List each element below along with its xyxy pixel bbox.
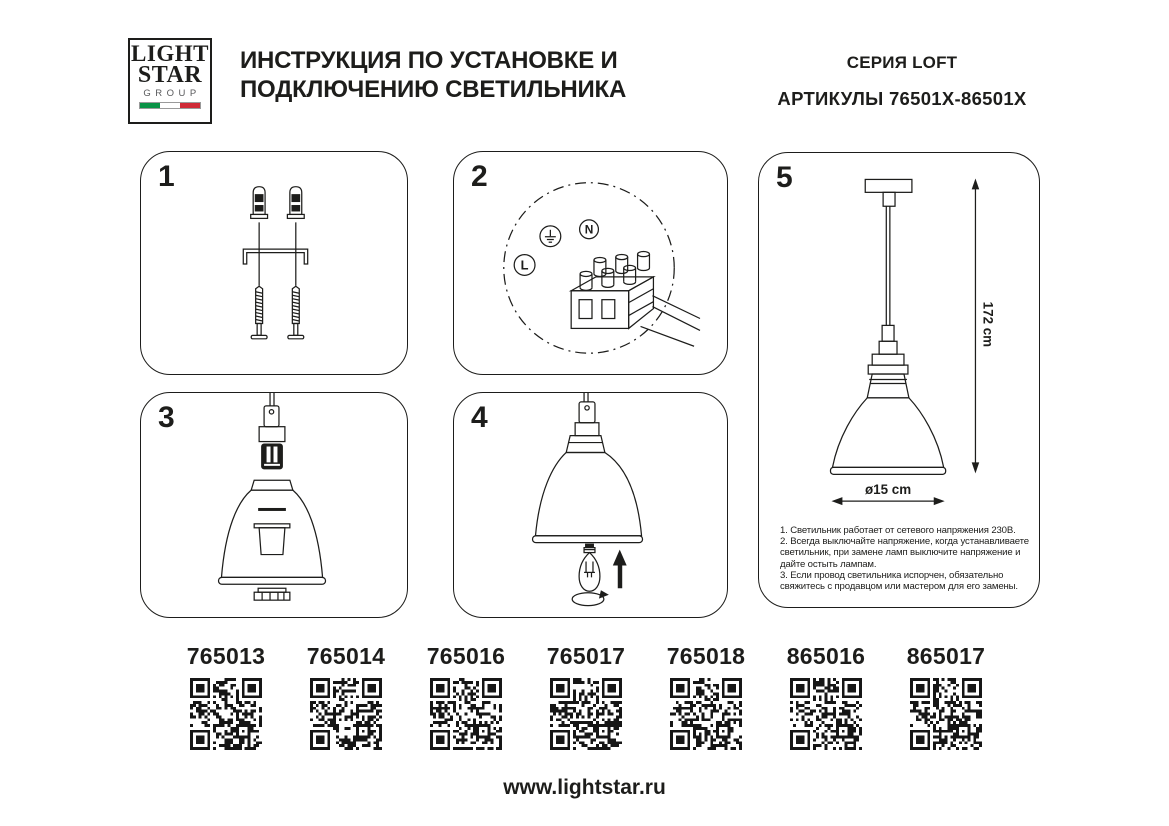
note-3: 3. Если провод светильника испорчен, обязательно свяжитесь с продавцом или мастером для его замены. bbox=[780, 569, 1018, 593]
product-codes-row bbox=[176, 643, 996, 750]
bulb-icon bbox=[579, 544, 600, 592]
panel-dimensions bbox=[758, 152, 1040, 608]
lamp-socket-icon bbox=[261, 444, 283, 470]
product-qr bbox=[310, 678, 382, 750]
panel-socket-assembly bbox=[140, 392, 408, 618]
product-item bbox=[776, 643, 876, 750]
up-arrow-icon bbox=[613, 550, 627, 589]
detail-circle bbox=[504, 183, 674, 353]
product-item bbox=[896, 643, 996, 750]
product-qr bbox=[190, 678, 262, 750]
diameter-label: ø15 cm bbox=[864, 482, 912, 498]
lightstar-logo bbox=[128, 38, 212, 124]
note-2: 2. Всегда выключайте напряжение, когда устанавливаете светильник, при замене ламп выключите напряжение и дайте остыть лампам. bbox=[780, 536, 1029, 570]
product-item bbox=[176, 643, 276, 750]
mounting-bracket-icon bbox=[243, 249, 307, 264]
safety-notes bbox=[780, 525, 1030, 592]
product-code-label: 765016 bbox=[426, 643, 506, 669]
panel-number: 5 bbox=[776, 161, 793, 194]
product-qr bbox=[790, 678, 862, 750]
bulb-installation-diagram bbox=[454, 393, 727, 617]
product-qr bbox=[910, 678, 982, 750]
socket-assembly-diagram bbox=[141, 393, 407, 617]
title-line-1: ИНСТРУКЦИЯ ПО УСТАНОВКЕ И bbox=[240, 47, 618, 74]
website-url: www.lightstar.ru bbox=[503, 776, 666, 799]
lamp-shade-icon bbox=[533, 436, 643, 543]
product-qr bbox=[550, 678, 622, 750]
logo-star: STAR bbox=[137, 62, 203, 88]
neutral-wire-label bbox=[580, 220, 599, 239]
logo-group: GROUP bbox=[143, 88, 201, 99]
page-title bbox=[240, 47, 626, 104]
screw-icon bbox=[251, 286, 267, 339]
panel-number: 1 bbox=[158, 160, 175, 193]
wall-anchor-icon bbox=[287, 187, 304, 219]
earth-icon bbox=[540, 226, 561, 247]
product-item bbox=[416, 643, 516, 750]
note-1: 1. Светильник работает от сетевого напряжения 230В. bbox=[780, 525, 1016, 536]
svg-text:N: N bbox=[584, 222, 594, 237]
product-item bbox=[296, 643, 396, 750]
articles-label: АРТИКУЛЫ 76501X-86501X bbox=[777, 88, 1027, 109]
pendant-lamp-icon bbox=[830, 179, 945, 474]
product-code-label: 765014 bbox=[306, 643, 386, 669]
live-wire-label bbox=[514, 255, 535, 276]
rotate-icon bbox=[572, 590, 609, 605]
wall-anchor-icon bbox=[251, 187, 268, 219]
product-qr bbox=[430, 678, 502, 750]
series-label: СЕРИЯ LOFT bbox=[846, 53, 958, 72]
product-item bbox=[536, 643, 636, 750]
panel-bulb-installation bbox=[453, 392, 728, 618]
height-label: 172 cm bbox=[980, 301, 996, 348]
diameter-dimension-arrow bbox=[831, 482, 944, 505]
logo-light: LIGHT bbox=[131, 41, 209, 66]
product-code-label: 865016 bbox=[786, 643, 866, 669]
panel-number: 3 bbox=[158, 401, 175, 434]
lamp-shade-icon bbox=[218, 480, 325, 600]
height-dimension-arrow bbox=[972, 178, 996, 473]
svg-text:L: L bbox=[520, 257, 529, 273]
panel-number: 4 bbox=[471, 401, 488, 434]
product-code-label: 765018 bbox=[666, 643, 746, 669]
product-code-label: 765013 bbox=[186, 643, 266, 669]
panel-mounting-hardware bbox=[140, 151, 408, 375]
italian-flag-icon bbox=[139, 102, 201, 109]
terminal-block-icon bbox=[571, 252, 700, 347]
product-item bbox=[656, 643, 756, 750]
panel-number: 2 bbox=[471, 160, 488, 193]
title-line-2: ПОДКЛЮЧЕНИЮ СВЕТИЛЬНИКА bbox=[240, 75, 627, 103]
series-info bbox=[752, 53, 1052, 110]
panel-wiring bbox=[453, 151, 728, 375]
mounting-hardware-diagram bbox=[141, 152, 407, 374]
screw-icon bbox=[288, 286, 304, 339]
product-qr bbox=[670, 678, 742, 750]
product-code-label: 765017 bbox=[546, 643, 626, 669]
wiring-diagram bbox=[454, 152, 727, 374]
product-code-label: 865017 bbox=[906, 643, 986, 669]
